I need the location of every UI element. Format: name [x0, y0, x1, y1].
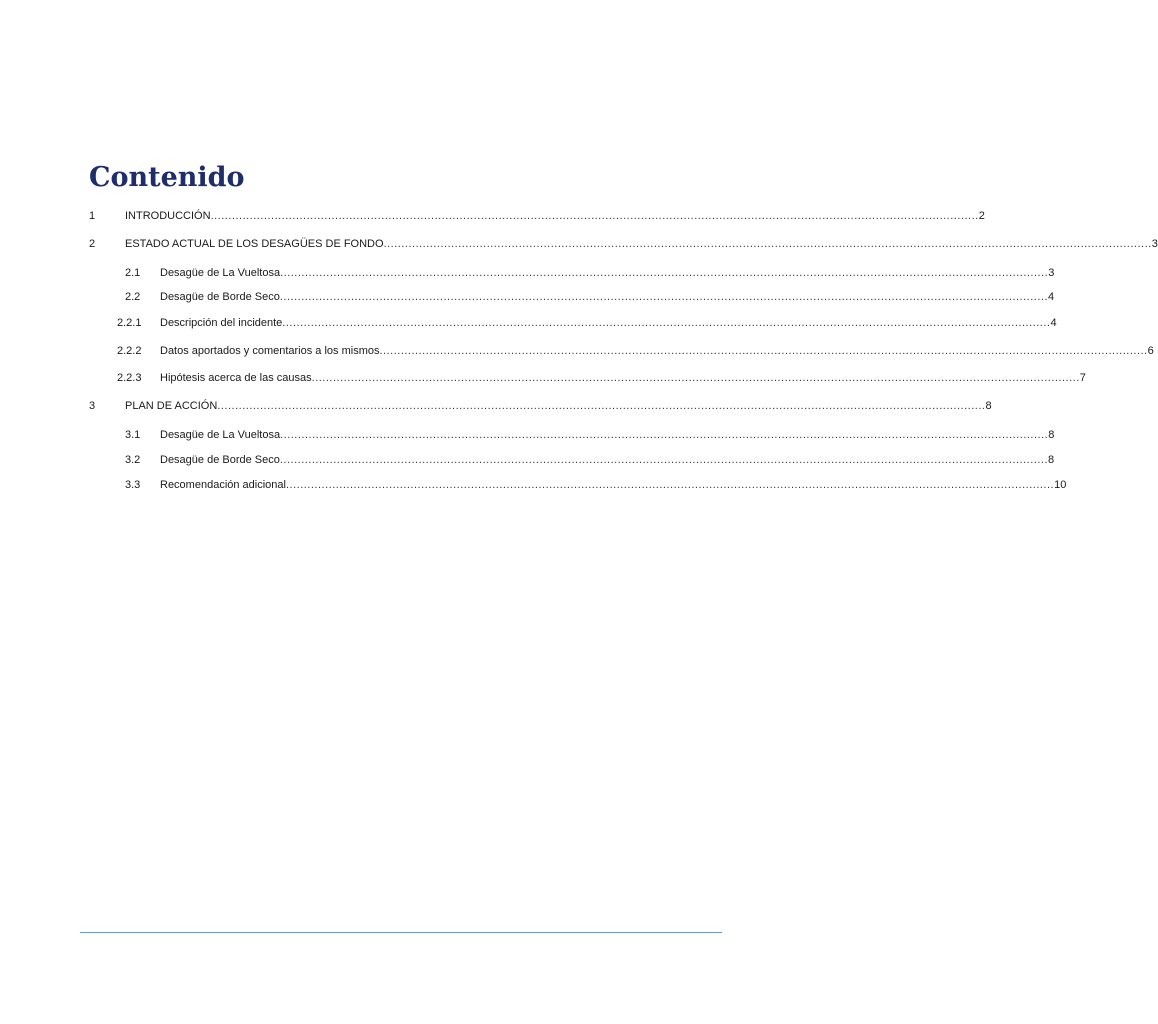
- toc-entry-2-2-2[interactable]: [0, 342, 1154, 360]
- toc-dot-leader: ........................................................................................................................................................................................................................: [217, 400, 986, 412]
- toc-dot-leader: ........................................................................................................................................................................................................................: [379, 345, 1148, 357]
- toc-entry-page: 6: [1147, 345, 1154, 357]
- toc-dot-leader: ........................................................................................................................................................................................................................: [311, 372, 1080, 384]
- toc-title: Contenido: [89, 162, 245, 193]
- toc-entry-label: PLAN DE ACCIÓN: [125, 400, 218, 412]
- toc-entry-page: 4: [1050, 317, 1057, 329]
- toc-entry-number: 2.1: [125, 267, 141, 279]
- toc-entry-page: 2: [978, 210, 985, 222]
- toc-entry-page: 10: [1054, 479, 1067, 491]
- toc-entry-page: 8: [1048, 429, 1055, 441]
- toc-entry-page: 7: [1079, 372, 1086, 384]
- toc-dot-leader: ........................................................................................................................................................................................................................: [280, 429, 1049, 441]
- toc-dot-leader: ........................................................................................................................................................................................................................: [280, 267, 1049, 279]
- toc-entry-label: INTRODUCCIÓN: [125, 210, 211, 222]
- toc-entry-2-1[interactable]: [0, 264, 1055, 282]
- toc-entry-number: 3.2: [125, 454, 141, 466]
- toc-entry-2[interactable]: [0, 235, 1158, 253]
- toc-entry-3-1[interactable]: [0, 426, 1055, 444]
- toc-entry-label: Descripción del incidente: [160, 317, 283, 329]
- toc-entry-number: 3.1: [125, 429, 141, 441]
- toc-entry-page: 8: [1048, 454, 1055, 466]
- toc-entry-number: 3: [89, 400, 96, 412]
- toc-entry-label: Desagüe de La Vueltosa: [160, 267, 281, 279]
- toc-dot-leader: ........................................................................................................................................................................................................................: [282, 317, 1051, 329]
- toc-entry-number: 2: [89, 238, 96, 250]
- toc-entry-3-2[interactable]: [0, 451, 1055, 469]
- toc-entry-2-2[interactable]: [0, 288, 1055, 306]
- toc-entry-label: Desagüe de La Vueltosa: [160, 429, 281, 441]
- toc-dot-leader: ........................................................................................................................................................................................................................: [285, 479, 1055, 491]
- toc-entry-label: ESTADO ACTUAL DE LOS DESAGÜES DE FONDO: [125, 238, 384, 250]
- toc-entry-2-2-1[interactable]: [0, 314, 1057, 332]
- toc-entry-3-3[interactable]: [0, 476, 1067, 494]
- toc-entry-page: 3: [1048, 267, 1055, 279]
- toc-entry-label: Recomendación adicional: [160, 479, 286, 491]
- toc-entry-number: 2.2.3: [117, 372, 142, 384]
- toc-entry-2-2-3[interactable]: [0, 369, 1086, 387]
- toc-entry-3[interactable]: [0, 397, 992, 415]
- toc-dot-leader: ........................................................................................................................................................................................................................: [279, 454, 1049, 466]
- toc-dot-leader: ........................................................................................................................................................................................................................: [279, 291, 1049, 303]
- toc-entry-page: 3: [1151, 238, 1158, 250]
- toc-dot-leader: ........................................................................................................................................................................................................................: [210, 210, 979, 222]
- toc-entry-label: Desagüe de Borde Seco: [160, 454, 280, 466]
- footer-divider: [80, 932, 722, 933]
- toc-entry-label: Hipótesis acerca de las causas: [160, 372, 312, 384]
- toc-entry-number: 2.2.1: [117, 317, 142, 329]
- toc-entry-label: Datos aportados y comentarios a los mismos: [160, 345, 380, 357]
- toc-entry-number: 2.2.2: [117, 345, 142, 357]
- toc-entry-page: 4: [1048, 291, 1055, 303]
- toc-entry-number: 2.2: [125, 291, 141, 303]
- toc-entry-number: 1: [89, 210, 96, 222]
- toc-entry-number: 3.3: [125, 479, 141, 491]
- toc-dot-leader: ........................................................................................................................................................................................................................: [383, 238, 1152, 250]
- toc-entry-page: 8: [985, 400, 992, 412]
- toc-entry-1[interactable]: [0, 207, 985, 225]
- toc-entry-label: Desagüe de Borde Seco: [160, 291, 280, 303]
